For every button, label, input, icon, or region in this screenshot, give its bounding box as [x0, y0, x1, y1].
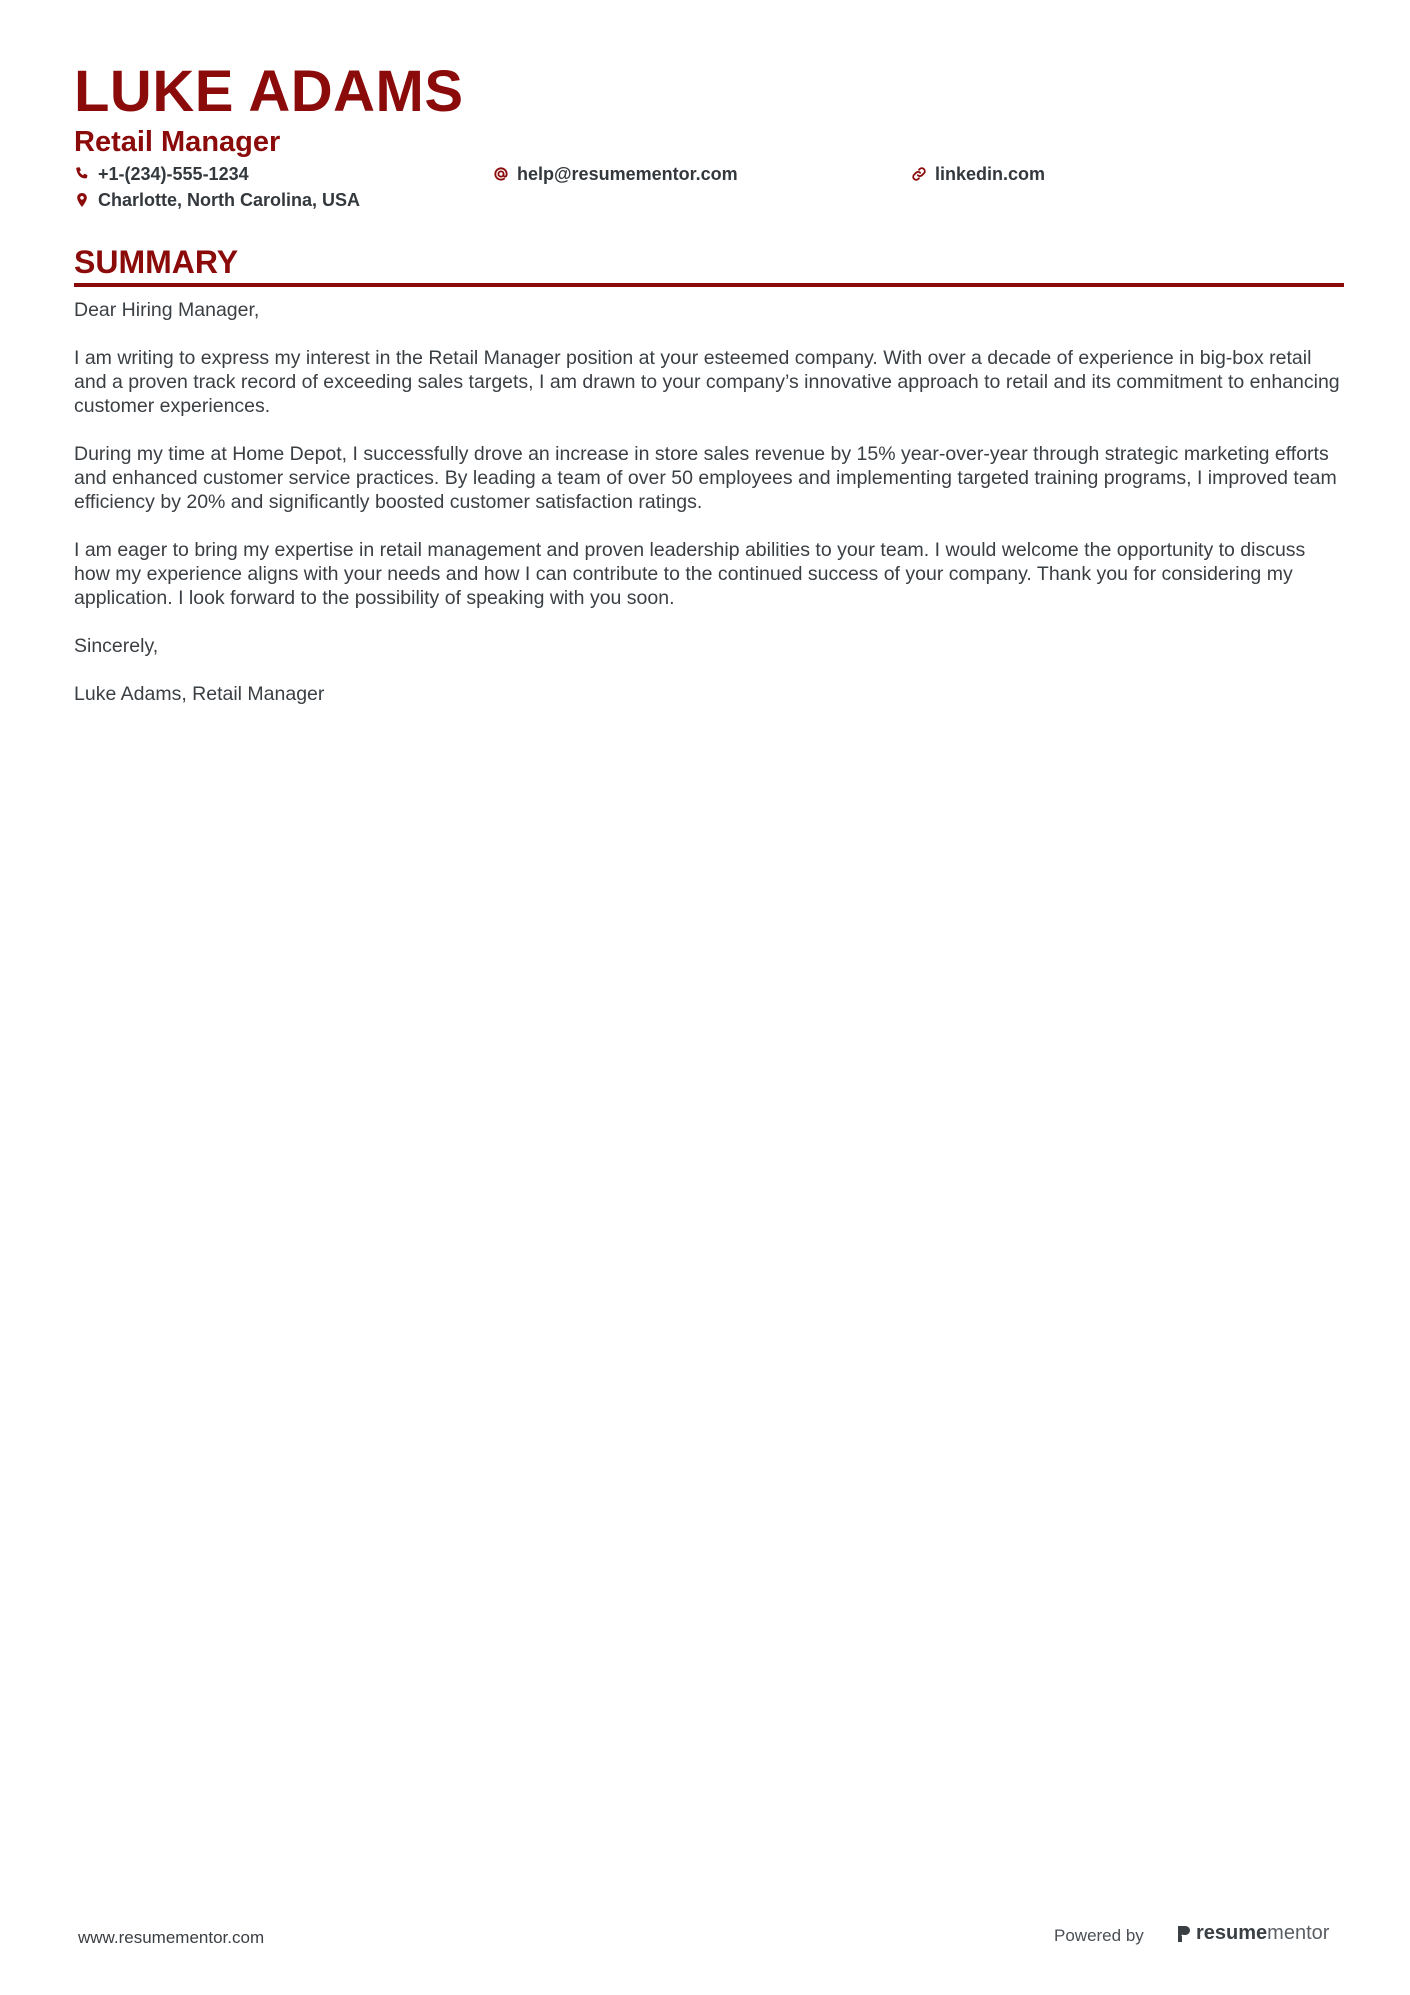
phone-text: +1-(234)-555-1234 — [98, 164, 249, 184]
section-divider — [74, 283, 1344, 287]
footer-url[interactable]: www.resumementor.com — [78, 1928, 265, 1947]
at-icon — [493, 166, 509, 182]
powered-by-label: Powered by — [1054, 1926, 1144, 1945]
letter-paragraph: I am eager to bring my expertise in retail management and proven leadership abilities to your team. I would welcome the opportunity to discuss how my experience aligns with your needs and how I can contribute to the continued success of your company. Thank you for considering my application. I look forward to the possibility of speaking with you soon. — [74, 539, 1306, 609]
candidate-role: Retail Manager — [74, 126, 281, 158]
email-text: help@resumementor.com — [517, 164, 738, 184]
brand-logo — [1176, 1922, 1329, 1945]
linkedin-text: linkedin.com — [935, 164, 1046, 184]
brand-mark-icon — [1176, 1924, 1192, 1944]
letter-body — [74, 298, 1344, 730]
letter-closing: Sincerely, — [74, 635, 159, 657]
location-pin-icon — [74, 192, 90, 208]
letter-greeting: Dear Hiring Manager, — [74, 299, 260, 321]
phone-icon — [74, 166, 90, 182]
brand-name-light: mentor — [1267, 1922, 1330, 1944]
section-title-summary: SUMMARY — [74, 244, 239, 280]
letter-signature: Luke Adams, Retail Manager — [74, 683, 325, 705]
letter-paragraph: During my time at Home Depot, I successfully drove an increase in store sales revenue by 15% year-over-year through strategic marketing efforts and enhanced customer service practices. By leading a team of over 50 employees and implementing targeted training programs, I improved team efficiency by 20% and significantly boosted customer satisfaction ratings. — [74, 443, 1337, 513]
contact-phone — [74, 162, 249, 186]
contact-email[interactable] — [493, 162, 738, 186]
contact-linkedin[interactable] — [911, 162, 1045, 186]
contact-location — [74, 188, 360, 212]
brand-name-bold: resume — [1196, 1922, 1268, 1944]
letter-paragraph: I am writing to express my interest in the Retail Manager position at your esteemed company. With over a decade of experience in big-box retail and a proven track record of exceeding sales targets, I am drawn to your company’s innovative approach to retail and its commitment to enhancing customer experiences. — [74, 347, 1340, 417]
candidate-name: LUKE ADAMS — [74, 59, 464, 124]
location-text: Charlotte, North Carolina, USA — [98, 190, 361, 210]
link-icon — [911, 166, 927, 182]
